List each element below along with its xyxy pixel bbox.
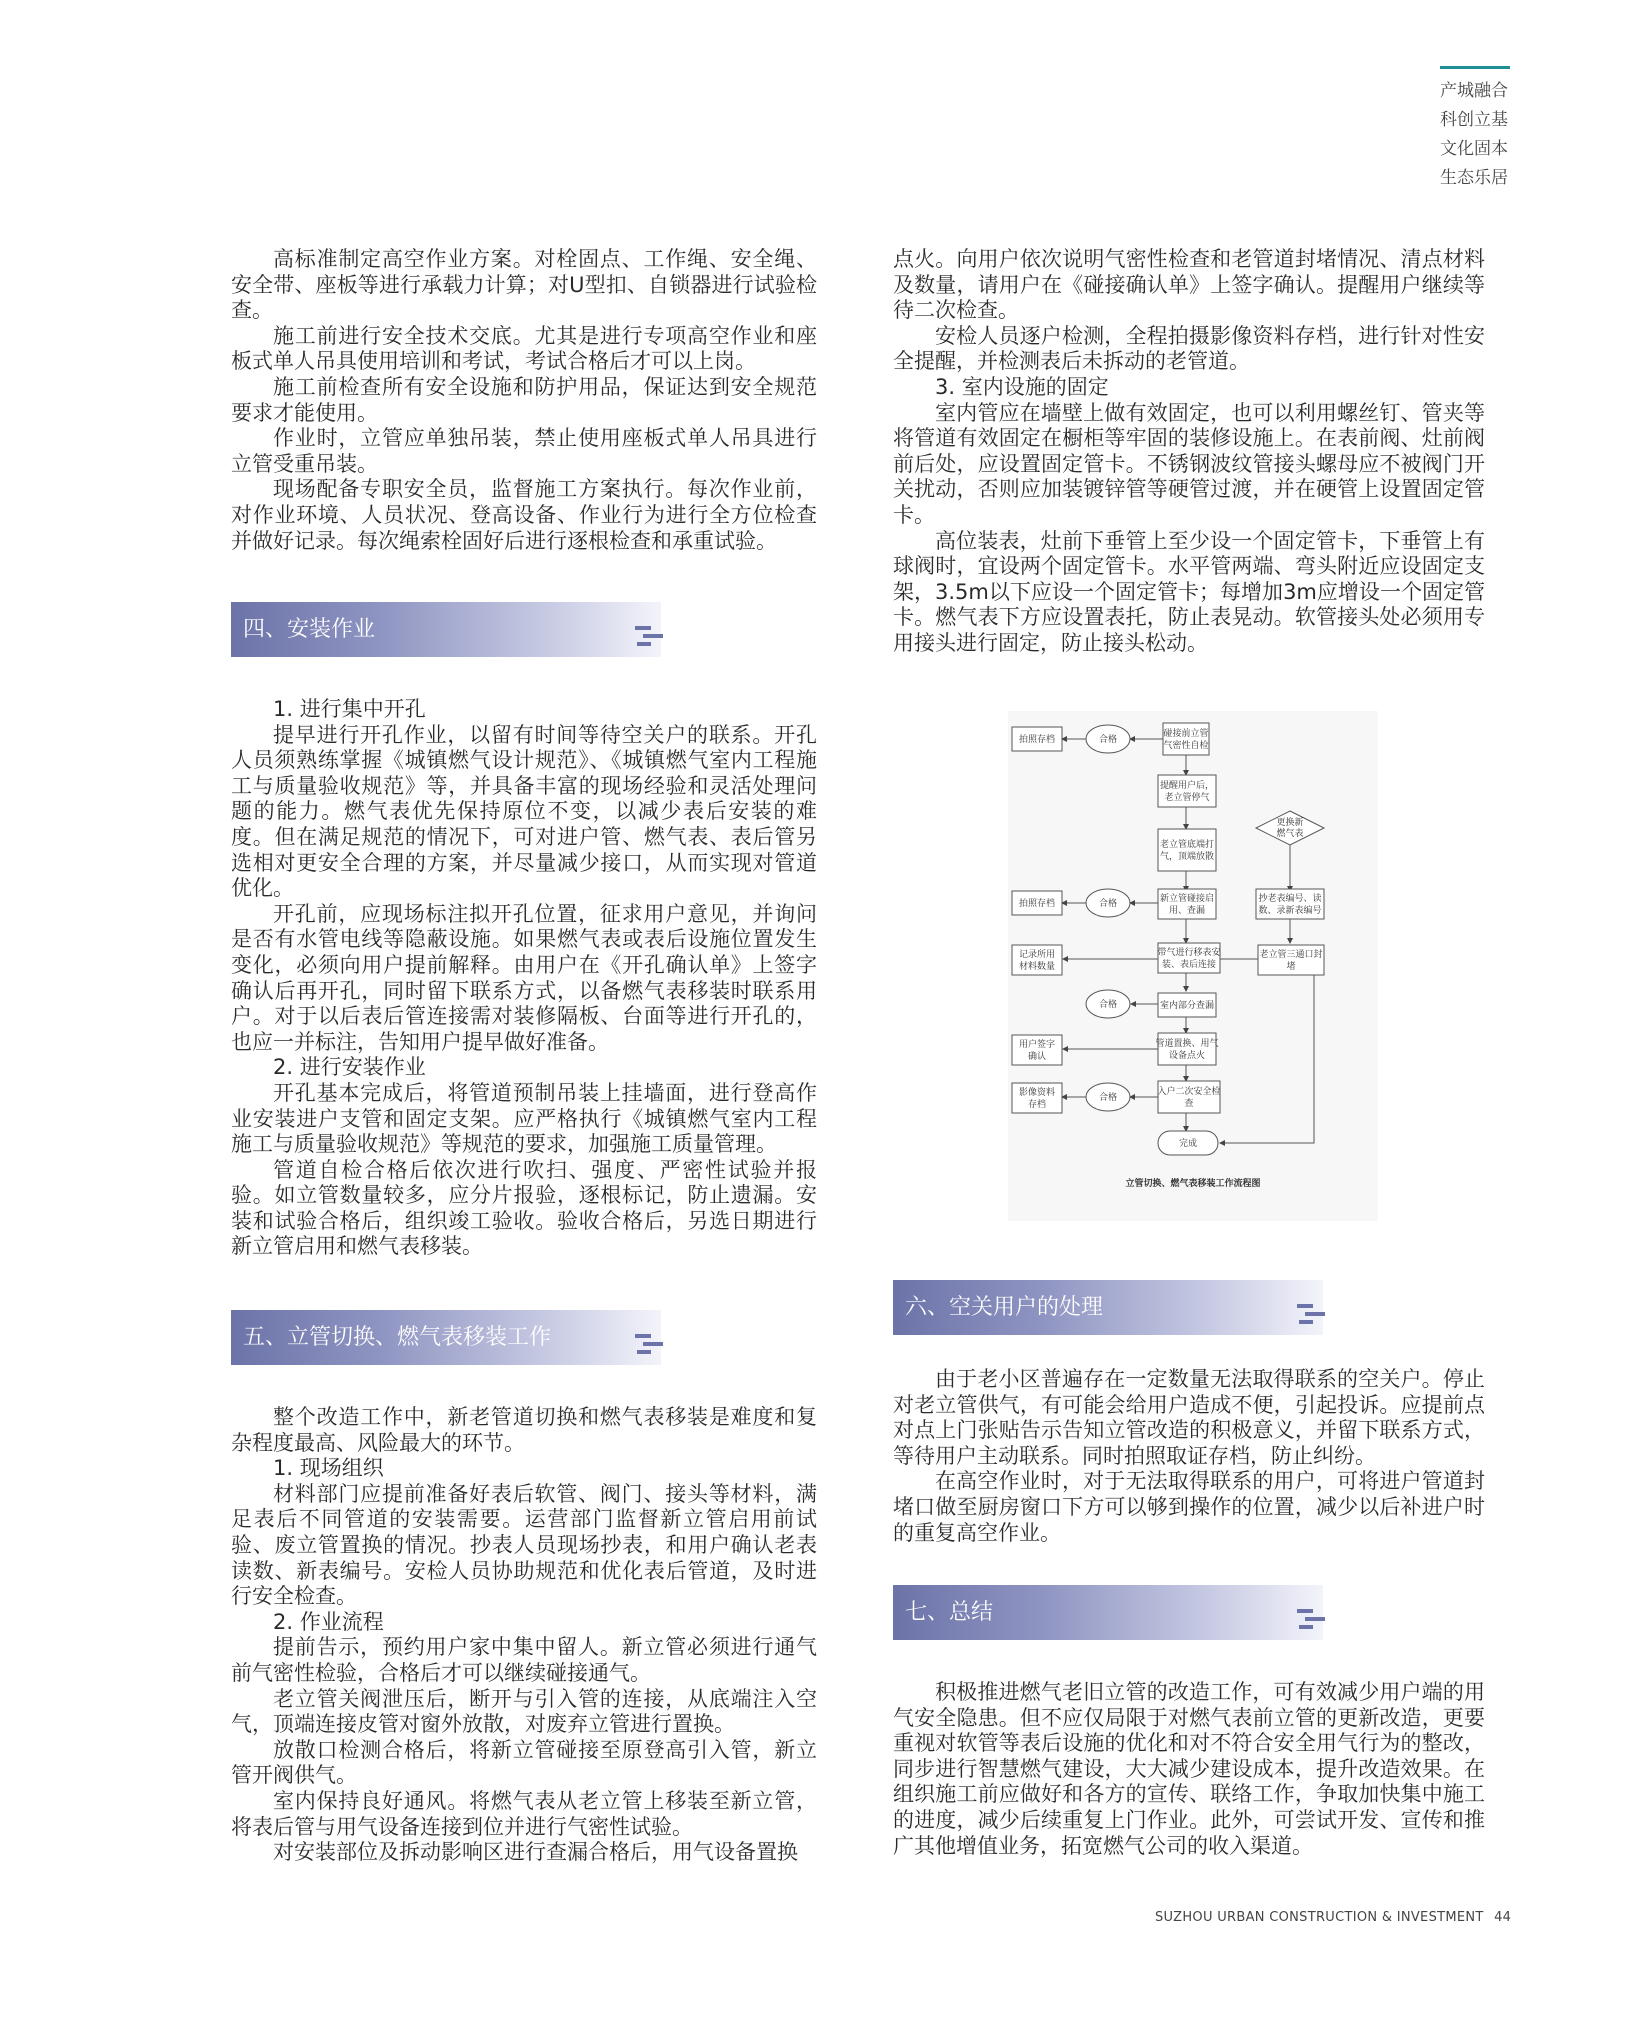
corner-deco-icon: [1297, 1300, 1325, 1328]
paragraph: 积极推进燃气老旧立管的改造工作，可有效减少用户端的用气安全隐患。但不应仅局限于对燃气表前立管的更新改造，更要重视对软管等表后设施的优化和对不符合安全用气行为的整改，同步进行智慧燃气建设，大大减少建设成本，提升改造效果。在组织施工前应做好和各方的宣传、联络工作，争取加快集中施工的进度，减少后续重复上门作业。此外，可尝试开发、宣传和推广其他增值业务，拓宽燃气公司的收入渠道。: [893, 1680, 1485, 1858]
paragraph: 高位装表，灶前下垂管上至少设一个固定管卡，下垂管上有球阀时，宜设两个固定管卡。水平管两端、弯头附近应设固定支架，3.5m以下应设一个固定管卡；每增加3m应增设一个固定管卡。燃气表下方应设置表托，防止表晃动。软管接头处必须用专用接头进行固定，防止接头松动。: [893, 528, 1485, 655]
node-sign-line2: 确认: [1027, 1052, 1047, 1062]
paragraph: 室内保持良好通风。将燃气表从老立管上移装至新立管，将表后管与用气设备连接到位并进行气密性试验。: [231, 1788, 817, 1839]
paragraph: 放散口检测合格后，将新立管碰接至原登高引入管，新立管开阀供气。: [231, 1737, 817, 1788]
node-photo1: 拍照存档: [1018, 735, 1056, 745]
flowchart: [1008, 711, 1378, 1221]
node-newpipe-line1: 新立管碰接启: [1159, 894, 1215, 904]
right-column: [893, 247, 1485, 657]
paragraph: 在高空作业时，对于无法取得联系的用户，可将进户管道封堵口做至厨房窗口下方可以够到操作的位置，减少以后补进户时的重复高空作业。: [893, 1469, 1485, 1545]
node-remind-line2: 老立管停气: [1164, 793, 1210, 803]
node-record-line1: 记录所用: [1018, 950, 1056, 960]
section-title: 四、安装作业: [243, 617, 376, 642]
paragraph: 开孔前，应现场标注拟开孔位置，征求用户意见，并询问是否有水管电线等隐蔽设施。如果燃气表或表后设施位置发生变化，必须向用户提前解释。由用户在《开孔确认单》上签字确认后再开孔，同时留下联系方式，以备燃气表移装时联系用户。对于以后表后管连接需对装修隔板、台面等进行开孔的，也应一并标注，告知用户提早做好准备。: [231, 901, 817, 1054]
tag-item: 科创立基: [1440, 110, 1508, 130]
node-record-line2: 材料数量: [1018, 962, 1056, 972]
node-ignite-line2: 设备点火: [1168, 1051, 1206, 1061]
node-seal-line1: 老立管三通口封: [1259, 950, 1323, 960]
section-heading-6: [893, 1280, 1323, 1335]
tag-item: 生态乐居: [1440, 168, 1508, 188]
node-pass1: 合格: [1098, 735, 1118, 745]
subheading: 2. 进行安装作业: [273, 1055, 426, 1080]
subheading: 1. 现场组织: [273, 1456, 384, 1481]
node-install-line1: 带气进行移表安: [1157, 948, 1221, 958]
paragraph: 提早进行开孔作业，以留有时间等待空关户的联系。开孔人员须熟练掌握《城镇燃气设计规范》、《城镇燃气室内工程施工与质量验收规范》等，并具备丰富的现场经验和灵活处理问题的能力。燃气表优先保持原位不变，以减少表后安装的难度。但在满足规范的情况下，可对进户管、燃气表、表后管另选相对更安全合理的方案，并尽量减少接口，从而实现对管道优化。: [231, 722, 817, 901]
node-check1-line1: 碰接前立管: [1163, 729, 1209, 739]
paragraph: 安检人员逐户检测，全程拍摄影像资料存档，进行针对性安全提醒，并检测表后未拆动的老管道。: [893, 323, 1485, 374]
node-remind-line1: 提醒用户后，: [1159, 781, 1215, 791]
section-heading-4: [231, 602, 661, 657]
paragraph: 管道自检合格后依次进行吹扫、强度、严密性试验并报验。如立管数量较多，应分片报验，逐根标记，防止遗漏。安装和试验合格后，组织竣工验收。验收合格后，另选日期进行新立管启用和燃气表移装。: [231, 1157, 817, 1259]
paragraph: 整个改造工作中，新老管道切换和燃气表移装是难度和复杂程度最高、风险最大的环节。: [231, 1405, 817, 1455]
paragraph: 作业时，立管应单独吊装，禁止使用座板式单人吊具进行立管受重吊装。: [231, 426, 817, 476]
section-tags: [1440, 66, 1510, 193]
node-pass4: 合格: [1098, 1093, 1118, 1103]
corner-deco-icon: [635, 1330, 663, 1358]
node-secondcheck-line2: 查: [1184, 1099, 1194, 1109]
paragraph: 现场配备专职安全员，监督施工方案执行。每次作业前，对作业环境、人员状况、登高设备、作业行为进行全方位检查并做好记录。每次绳索栓固好后进行逐根检查和承重试验。: [231, 477, 817, 553]
tag-item: 文化固本: [1440, 139, 1508, 159]
corner-deco-icon: [1297, 1605, 1325, 1633]
node-archive-line2: 存档: [1027, 1100, 1047, 1110]
subheading: 2. 作业流程: [273, 1609, 384, 1634]
paragraph: 老立管关阀泄压后，断开与引入管的连接，从底端注入空气，顶端连接皮管对窗外放散，对废弃立管进行置换。: [231, 1686, 817, 1737]
page-number: 44: [1494, 1910, 1512, 1925]
node-replace-line1: 更换新: [1276, 818, 1304, 828]
paragraph: 点火。向用户依次说明气密性检查和老管道封堵情况、清点材料及数量，请用户在《碰接确认单》上签字确认。提醒用户继续等待二次检查。: [893, 247, 1485, 323]
node-photo2: 拍照存档: [1018, 899, 1056, 909]
paragraph: 高标准制定高空作业方案。对栓固点、工作绳、安全绳、安全带、座板等进行承载力计算；对U型扣、自锁器进行试验检查。: [231, 247, 817, 323]
node-install-line2: 装、表后连接: [1161, 960, 1217, 970]
subheading: 3. 室内设施的固定: [935, 374, 1109, 399]
node-purge-line2: 气，顶端放散: [1159, 852, 1215, 862]
node-pass2: 合格: [1098, 899, 1118, 909]
section-5-body: [231, 1405, 817, 1866]
node-archive-line1: 影像资料: [1018, 1088, 1056, 1098]
node-meterread-line2: 数、录新表编号: [1258, 906, 1322, 916]
node-newpipe-line2: 用、查漏: [1168, 906, 1206, 916]
left-column: [231, 247, 817, 554]
page-footer: [1155, 1910, 1511, 1925]
flow-decisions: [1086, 725, 1130, 1111]
paragraph: 提前告示，预约用户家中集中留人。新立管必须进行通气前气密性检验，合格后才可以继续碰接通气。: [231, 1635, 817, 1685]
flowchart-caption: 立管切换、燃气表移装工作流程图: [1125, 1179, 1261, 1189]
node-ignite-line1: 管道置换、用气: [1155, 1039, 1219, 1049]
node-secondcheck-line1: 入户二次安全检: [1157, 1087, 1221, 1097]
node-indoor: 室内部分查漏: [1159, 1001, 1215, 1011]
paragraph: 室内管应在墙壁上做有效固定，也可以利用螺丝钉、管夹等将管道有效固定在橱柜等牢固的装修设施上。在表前阀、灶前阀前后处，应设置固定管卡。不锈钢波纹管接头螺母应不被阀门开关扰动，否则应加装镀锌管等硬管过渡，并在硬管上设置固定管卡。: [893, 400, 1485, 527]
section-title: 五、立管切换、燃气表移装工作: [243, 1325, 552, 1350]
paragraph: 施工前检查所有安全设施和防护用品，保证达到安全规范要求才能使用。: [231, 374, 817, 425]
section-heading-5: [231, 1310, 661, 1365]
corner-deco-icon: [635, 622, 663, 650]
node-pass3: 合格: [1098, 1000, 1118, 1010]
section-6-body: [893, 1367, 1485, 1546]
node-replace-line2: 燃气表: [1276, 829, 1304, 839]
paragraph: 开孔基本完成后，将管道预制吊装上挂墙面，进行登高作业安装进户支管和固定支架。应严格执行《城镇燃气室内工程施工与质量验收规范》等规范的要求，加强施工质量管理。: [231, 1080, 817, 1157]
paragraph: 材料部门应提前准备好表后软管、阀门、接头等材料，满足表后不同管道的安装需要。运营部门监督新立管启用前试验、废立管置换的情况。抄表人员现场抄表，和用户确认老表读数、新表编号。安检人员协助规范和优化表后管道，及时进行安全检查。: [231, 1481, 817, 1609]
node-sign-line1: 用户签字: [1018, 1040, 1056, 1050]
paragraph: 施工前进行安全技术交底。尤其是进行专项高空作业和座板式单人吊具使用培训和考试，考试合格后才可以上岗。: [231, 323, 817, 374]
paragraph: 对安装部位及拆动影响区进行查漏合格后，用气设备置换: [273, 1840, 798, 1865]
node-purge-line1: 老立管底端打: [1159, 840, 1215, 850]
section-title: 六、空关用户的处理: [905, 1295, 1104, 1320]
node-done: 完成: [1178, 1139, 1198, 1149]
node-meterread-line1: 抄老表编号、读: [1258, 894, 1322, 904]
section-title: 七、总结: [905, 1600, 994, 1625]
publication-name: SUZHOU URBAN CONSTRUCTION & INVESTMENT: [1155, 1910, 1484, 1925]
node-check1-line2: 气密性自检: [1163, 741, 1209, 751]
subheading: 1. 进行集中开孔: [273, 697, 426, 721]
section-4-body: [231, 697, 817, 1260]
tag-item: 产城融合: [1440, 81, 1508, 101]
section-heading-7: [893, 1585, 1323, 1640]
node-seal-line2: 堵: [1286, 962, 1296, 972]
paragraph: 由于老小区普遍存在一定数量无法取得联系的空关户。停止对老立管供气，有可能会给用户造成不便，引起投诉。应提前点对点上门张贴告示告知立管改造的积极意义，并留下联系方式，等待用户主动联系。同时拍照取证存档，防止纠纷。: [893, 1367, 1485, 1468]
section-7-body: [893, 1680, 1485, 1859]
